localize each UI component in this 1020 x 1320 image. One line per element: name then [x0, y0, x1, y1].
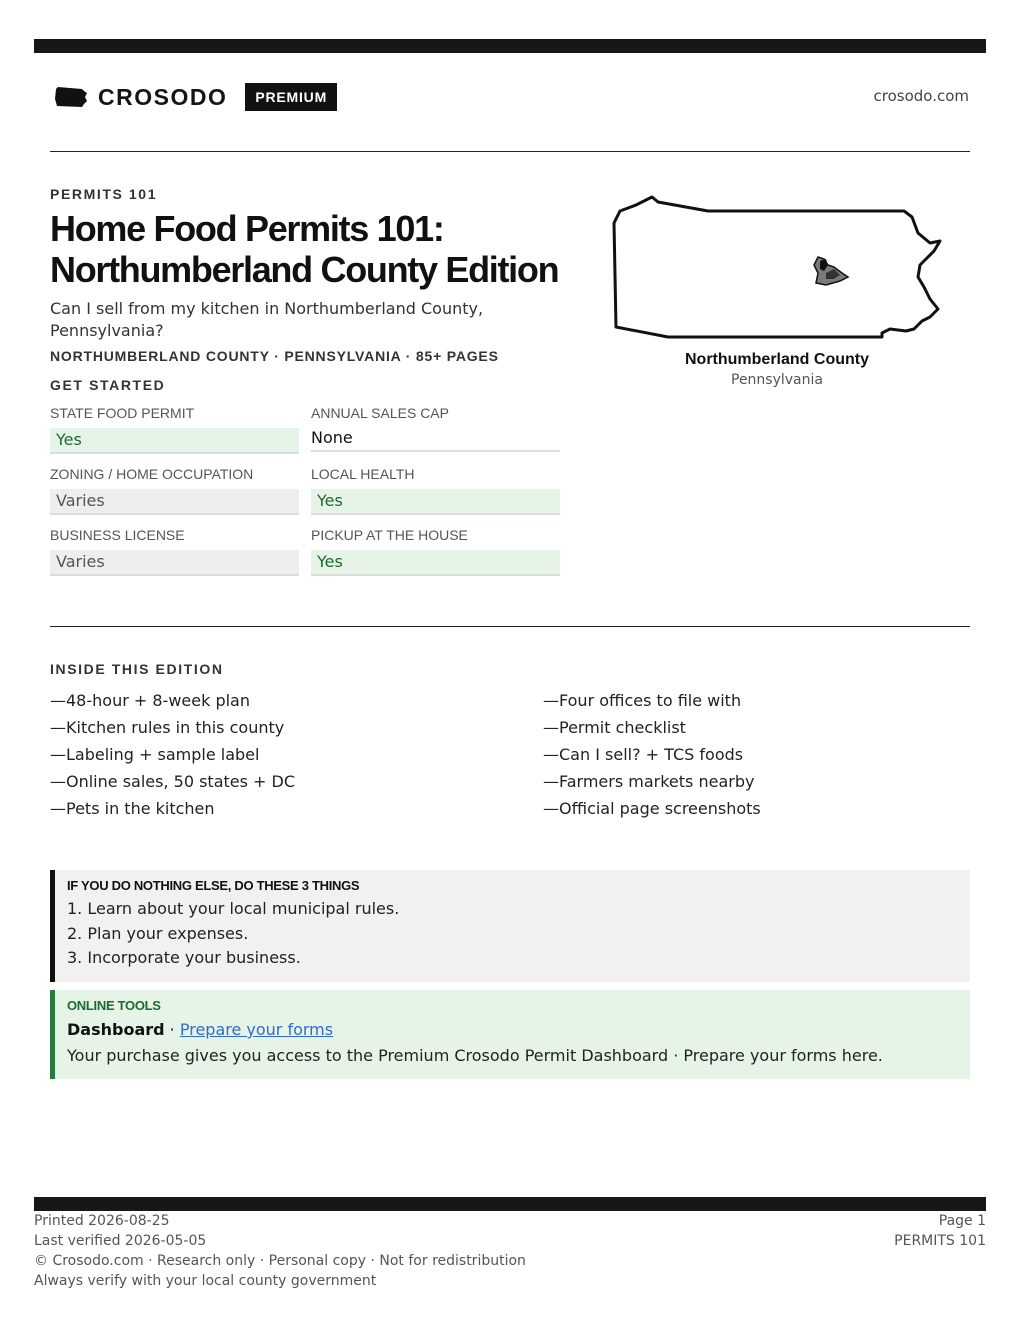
- title-line-2: Northumberland County Edition: [50, 249, 559, 290]
- list-item: —Farmers markets nearby: [543, 772, 755, 791]
- prepare-forms-link[interactable]: Prepare your forms: [179, 1020, 334, 1039]
- cell-label: ANNUAL SALES CAP: [311, 405, 449, 421]
- pennsylvania-map-icon: [612, 193, 944, 341]
- header-divider: [50, 151, 970, 152]
- dashboard-label: Dashboard: [67, 1020, 165, 1039]
- footer-right: [894, 1211, 986, 1251]
- cell-value: Yes: [50, 428, 299, 454]
- footer-left: [34, 1211, 526, 1291]
- footer-section: PERMITS 101: [894, 1233, 986, 1249]
- title-line-1: Home Food Permits 101:: [50, 208, 444, 249]
- list-item: —Can I sell? + TCS foods: [543, 745, 744, 764]
- three-things-callout: [50, 870, 970, 982]
- cell-value: None: [311, 426, 560, 452]
- toc-right-list: [543, 687, 761, 822]
- inside-heading: INSIDE THIS EDITION: [50, 661, 224, 677]
- state-food-permit-cell: [50, 404, 299, 454]
- callout-heading: IF YOU DO NOTHING ELSE, DO THESE 3 THINGS: [67, 878, 360, 893]
- online-tools-box: [50, 990, 970, 1079]
- list-item: 2. Plan your expenses.: [67, 923, 249, 943]
- pennsylvania-logo-icon: [54, 85, 88, 109]
- map-state-label: Pennsylvania: [731, 372, 823, 388]
- dashboard-line: [67, 1019, 958, 1041]
- copyright-note: © Crosodo.com · Research only · Personal copy · Not for redistribution: [34, 1253, 526, 1269]
- section-divider: [50, 626, 970, 627]
- list-item: 1. Learn about your local municipal rules.: [67, 899, 400, 918]
- cell-label: BUSINESS LICENSE: [50, 527, 185, 543]
- cell-label: LOCAL HEALTH: [311, 466, 415, 482]
- pickup-cell: [311, 526, 560, 576]
- list-item: 3. Incorporate your business.: [67, 948, 301, 967]
- local-health-cell: [311, 465, 560, 515]
- map-county-label: Northumberland County: [685, 351, 869, 368]
- verify-note: Always verify with your local county government: [34, 1273, 377, 1289]
- premium-badge: PREMIUM: [245, 83, 337, 111]
- brand-logo[interactable]: [54, 82, 337, 112]
- online-tools-heading: ONLINE TOOLS: [67, 998, 161, 1013]
- page-number: Page 1: [938, 1213, 986, 1229]
- section-kicker: PERMITS 101: [50, 186, 158, 202]
- zoning-cell: [50, 465, 299, 515]
- cell-label: ZONING / HOME OCCUPATION: [50, 466, 254, 482]
- top-bar: [34, 39, 986, 53]
- verified-date: Last verified 2026-05-05: [34, 1233, 207, 1249]
- toc-left-list: [50, 687, 295, 822]
- list-item: —Four offices to file with: [543, 691, 742, 710]
- list-item: —Labeling + sample label: [50, 745, 260, 764]
- dashboard-description: Your purchase gives you access to the Premium Crosodo Permit Dashboard · Prepare your forms here.: [67, 1046, 883, 1065]
- page-subtitle: Can I sell from my kitchen in Northumberland County, Pennsylvania?: [50, 299, 484, 340]
- business-license-cell: [50, 526, 299, 576]
- site-url[interactable]: crosodo.com: [873, 87, 969, 105]
- cell-value: Yes: [311, 489, 560, 515]
- separator: ·: [164, 1020, 180, 1039]
- footer-bar: [34, 1197, 986, 1211]
- page-title: [50, 208, 590, 290]
- printed-date: Printed 2026-08-25: [34, 1213, 170, 1229]
- list-item: —Pets in the kitchen: [50, 799, 215, 818]
- annual-sales-cap-cell: [311, 404, 560, 452]
- cell-value: Yes: [311, 550, 560, 576]
- list-item: —48-hour + 8-week plan: [50, 691, 250, 710]
- list-item: —Kitchen rules in this county: [50, 718, 285, 737]
- cell-value: Varies: [50, 489, 299, 515]
- list-item: —Permit checklist: [543, 718, 686, 737]
- brand-name: CROSODO: [98, 83, 228, 110]
- cell-label: PICKUP AT THE HOUSE: [311, 527, 468, 543]
- edition-meta: NORTHUMBERLAND COUNTY · PENNSYLVANIA · 85+ PAGES: [50, 348, 499, 364]
- list-item: —Official page screenshots: [543, 799, 761, 818]
- get-started-heading: GET STARTED: [50, 377, 166, 393]
- list-item: —Online sales, 50 states + DC: [50, 772, 296, 791]
- cell-label: STATE FOOD PERMIT: [50, 405, 195, 421]
- cell-value: Varies: [50, 550, 299, 576]
